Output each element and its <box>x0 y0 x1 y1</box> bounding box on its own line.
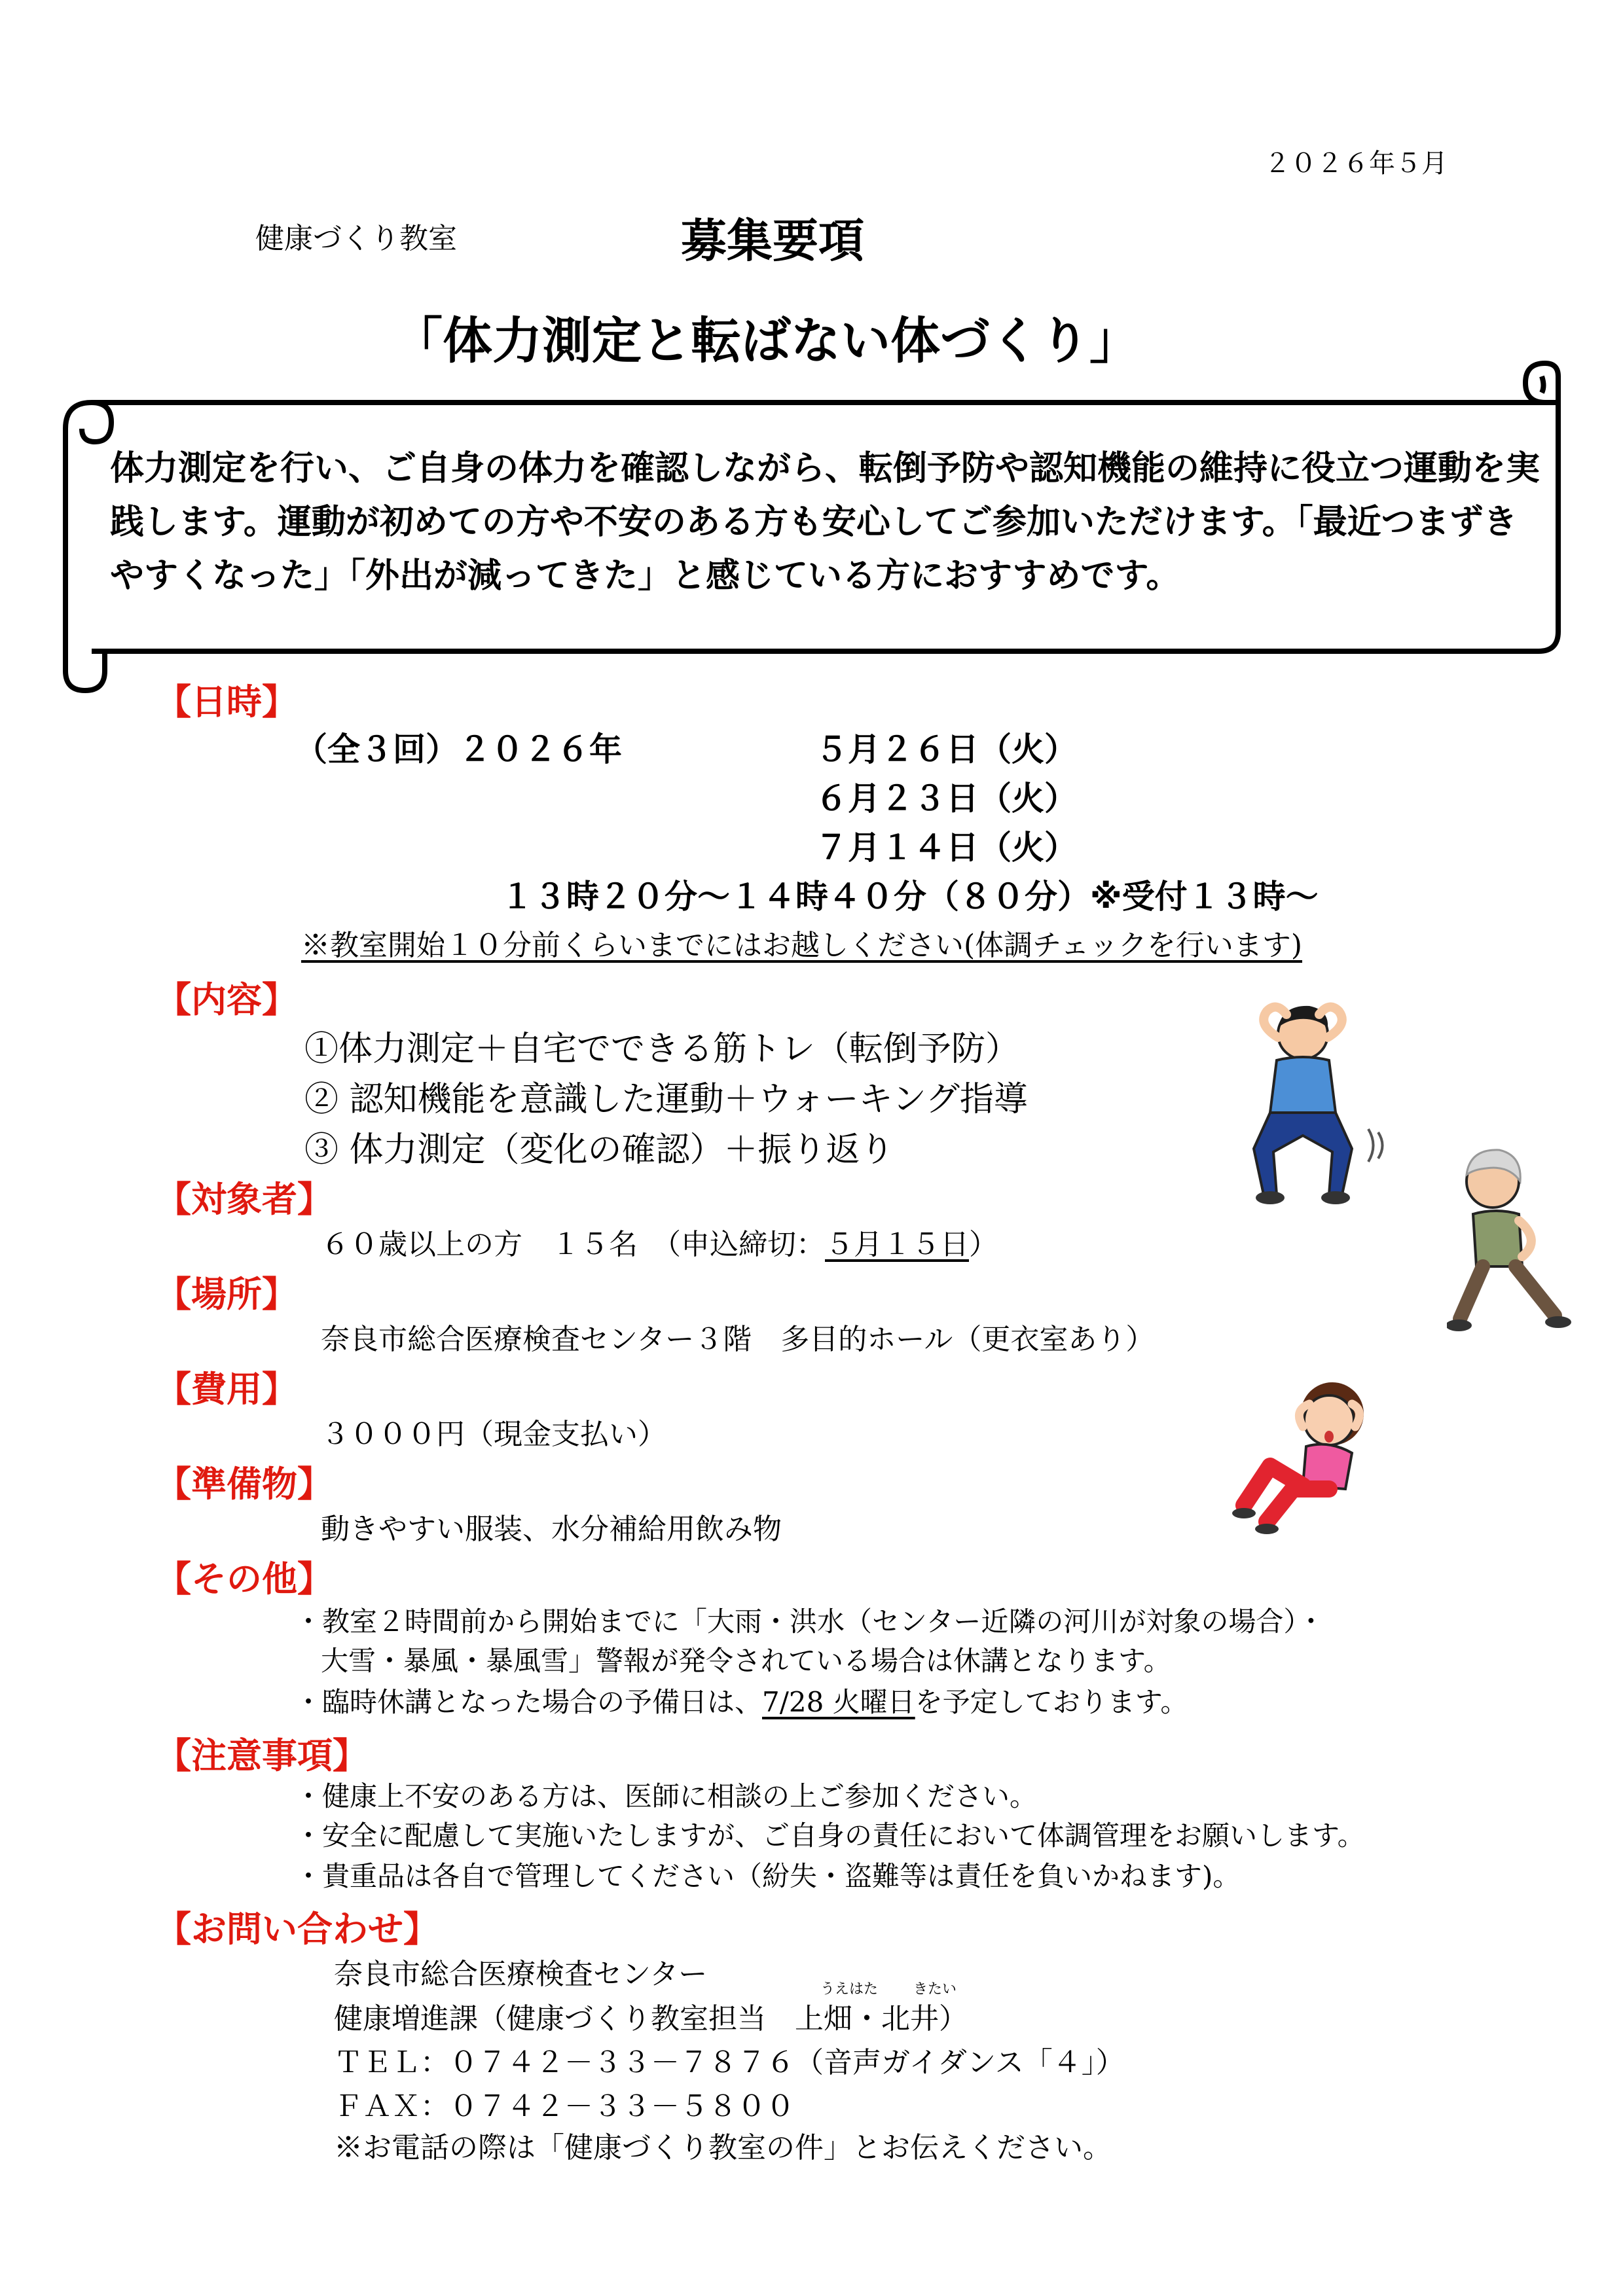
target-text <box>321 1221 998 1263</box>
contact-fax: ＦＡＸ：０７４２－３３－５８００ <box>334 2090 795 2123</box>
ruby-kitai: きたい <box>913 1981 957 1998</box>
page-title: 「体力測定と転ばない体づくり」 <box>393 312 1139 370</box>
section-label-place: 【場所】 <box>156 1274 297 1315</box>
content-item-2: ② 認知機能を意識した運動＋ウォーキング指導 <box>304 1080 1028 1119</box>
schedule-time: １３時２０分～１４時４０分（８０分）※受付１３時～ <box>501 878 1319 916</box>
other-line-1: ・教室２時間前から開始までに「大雨・洪水（センター近隣の河川が対象の場合）・ <box>295 1605 1325 1638</box>
contact-note: ※お電話の際は「健康づくり教室の件」とお伝えください。 <box>334 2131 1112 2164</box>
intro-text: 体力測定を行い、ご自身の体力を確認しながら、転倒予防や認知機能の維持に役立つ運動を実践します。運動が初めての方や不安のある方も安心してご参加いただけます。「最近つまずきやすくなった」「外出が減ってきた」と感じている方におすすめです。 <box>110 449 1541 596</box>
section-label-content: 【内容】 <box>156 979 297 1020</box>
contact-dept: 健康増進課（健康づくり教室担当 上畑・北井） <box>334 2002 968 2036</box>
section-label-fee: 【費用】 <box>156 1369 297 1410</box>
caution-line-3: ・貴重品は各自で管理してください（紛失・盗難等は責任を負いかねます)。 <box>295 1860 1241 1892</box>
target-close: ） <box>969 1228 998 1261</box>
schedule-note: ※教室開始１０分前くらいまでにはお越しください(体調チェックを行います) <box>301 929 1303 962</box>
fee-text: ３０００円（現金支払い） <box>321 1418 666 1451</box>
subtitle: 健康づくり教室 <box>255 222 457 255</box>
target-description: ６０歳以上の方 １５名 （申込締切： <box>321 1228 825 1261</box>
other-line-3-c: を予定しております。 <box>915 1686 1188 1718</box>
schedule-date-1: ５月２６日（火） <box>815 730 1077 768</box>
section-label-other: 【その他】 <box>156 1558 333 1600</box>
section-label-schedule: 【日時】 <box>156 681 297 723</box>
section-label-target: 【対象者】 <box>156 1179 333 1220</box>
section-label-items: 【準備物】 <box>156 1463 333 1505</box>
caution-line-2: ・安全に配慮して実施いたしますが、ご自身の責任において体調管理をお願いします。 <box>295 1820 1365 1852</box>
exercise-man-illustration <box>1237 998 1388 1214</box>
content-item-1: ①体力測定＋自宅でできる筋トレ（転倒予防） <box>304 1030 1020 1069</box>
other-line-3 <box>295 1681 1188 1720</box>
content-item-3: ③ 体力測定（変化の確認）＋振り返り <box>304 1130 894 1170</box>
other-line-2: 大雪・暴風・暴風雪」警報が発令されている場合は休講となります。 <box>321 1645 1171 1677</box>
other-line-3-a: ・臨時休講となった場合の予備日は、 <box>295 1686 763 1718</box>
exercise-woman-illustration <box>1231 1374 1401 1538</box>
items-text: 動きやすい服装、水分補給用飲み物 <box>321 1513 782 1546</box>
target-deadline: ５月１５日 <box>825 1228 969 1261</box>
schedule-count: （全３回）２０２６年 <box>295 730 622 768</box>
exercise-elder-illustration <box>1447 1142 1571 1338</box>
ruby-uehata: うえはた <box>820 1981 879 1998</box>
section-label-caution: 【注意事項】 <box>156 1735 368 1776</box>
contact-org: 奈良市総合医療検査センター <box>334 1958 708 1991</box>
issue-date: ２０２６年５月 <box>1264 149 1448 179</box>
schedule-date-2: ６月２３日（火） <box>815 780 1077 817</box>
place-text: 奈良市総合医療検査センター３階 多目的ホール（更衣室あり） <box>321 1323 1155 1356</box>
schedule-date-3: ７月１４日（火） <box>815 829 1077 867</box>
contact-tel: ＴＥＬ：０７４２－３３－７８７６（音声ガイダンス「４」） <box>334 2046 1125 2079</box>
caution-line-1: ・健康上不安のある方は、医師に相談の上ご参加ください。 <box>295 1780 1038 1812</box>
other-reserve-date: 7/28 火曜日 <box>762 1686 915 1718</box>
section-label-contact: 【お問い合わせ】 <box>156 1909 439 1950</box>
page-heading: 募集要項 <box>681 214 864 268</box>
